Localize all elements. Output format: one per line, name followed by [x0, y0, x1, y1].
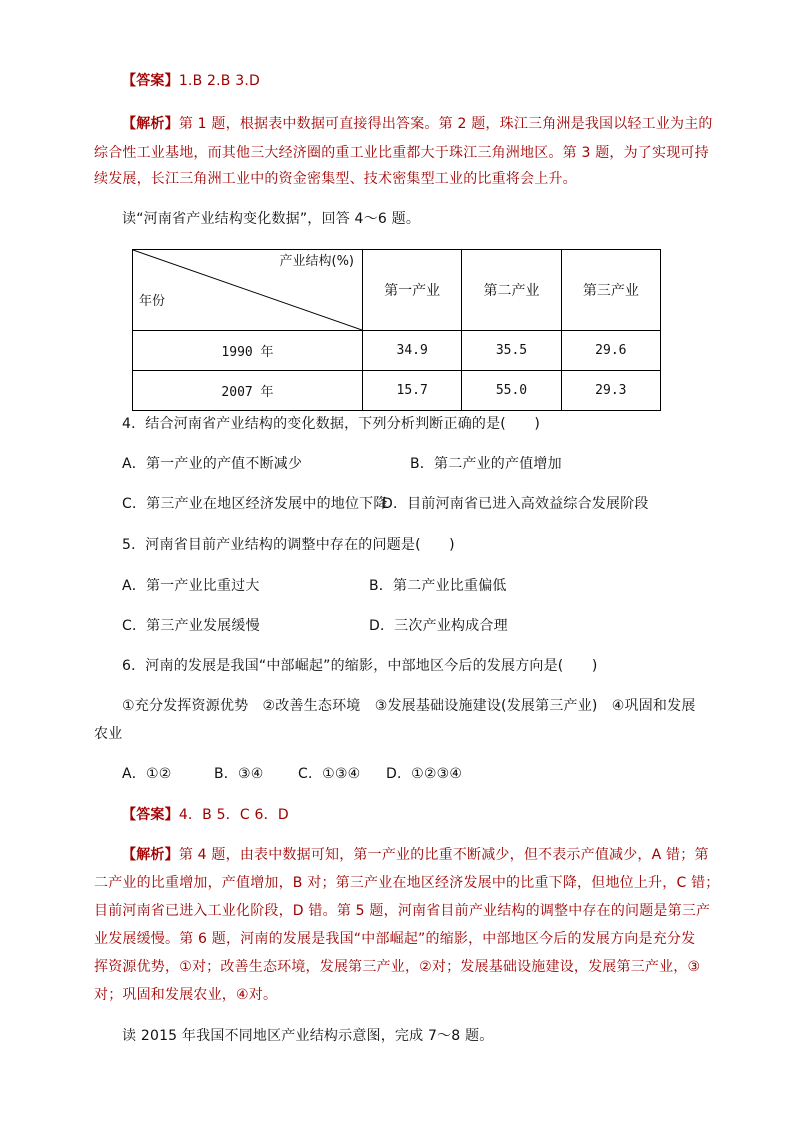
- q6-items-line-1: ①充分发挥资源优势 ②改善生态环境 ③发展基础设施建设(发展第三产业) ④巩固和发展: [122, 698, 696, 714]
- question-5-stem: 5．河南省目前产业结构的调整中存在的问题是( ): [122, 537, 455, 553]
- table-cell: 34.9: [363, 331, 462, 371]
- answer-tag: 【答案】: [122, 73, 179, 89]
- q6-option-a: A．①②: [122, 766, 172, 782]
- analysis-2-line-5: 挥资源优势，①对；改善生态环境，发展第三产业，②对；发展基础设施建设，发展第三产业，③: [94, 959, 701, 975]
- question-4-stem: 4．结合河南省产业结构的变化数据，下列分析判断正确的是( ): [122, 416, 541, 432]
- q6-option-b: B．③④: [214, 766, 264, 782]
- question-intro-7-8: 读 2015 年我国不同地区产业结构示意图，完成 7～8 题。: [122, 1028, 494, 1044]
- column-header-primary: 第一产业: [363, 250, 462, 331]
- q5-option-c: C．第三产业发展缓慢: [122, 618, 260, 634]
- table-cell: 35.5: [462, 331, 561, 371]
- table-row: [133, 331, 661, 371]
- analysis-2-line-1: [122, 846, 709, 864]
- q4-option-a: A．第一产业的产值不断减少: [122, 456, 303, 472]
- question-intro-4-6: 读“河南省产业结构变化数据”，回答 4～6 题。: [122, 211, 421, 227]
- answer-text: 1.B 2.B 3.D: [178, 73, 260, 89]
- table-cell: 29.6: [561, 331, 660, 371]
- header-year: 年份: [139, 294, 166, 309]
- q4-option-d: D．目前河南省已进入高效益综合发展阶段: [382, 496, 649, 512]
- question-6-stem: 6．河南的发展是我国“中部崛起”的缩影，中部地区今后的发展方向是( ): [122, 658, 598, 674]
- q6-option-d: D．①②③④: [386, 766, 463, 782]
- analysis-2-line-3: 目前河南省已进入工业化阶段，D 错。第 5 题，河南省目前产业结构的调整中存在的问题是第三产: [94, 903, 711, 919]
- header-industry-structure: 产业结构(%): [279, 254, 354, 269]
- analysis-text: 第 4 题，由表中数据可知，第一产业的比重不断减少，但不表示产值减少，A 错；第: [178, 847, 709, 863]
- q4-option-b: B．第二产业的产值增加: [410, 456, 562, 472]
- q5-option-b: B．第二产业比重偏低: [369, 578, 507, 594]
- analysis-tag: 【解析】: [122, 847, 179, 863]
- answer-block-2: [122, 806, 289, 824]
- analysis-1-line-3: 续发展，长江三角洲工业中的资金密集型、技术密集型工业的比重将会上升。: [94, 171, 577, 187]
- analysis-1-line-1: [122, 115, 713, 133]
- analysis-1-line-2: 综合性工业基地，而其他三大经济圈的重工业比重都大于珠江三角洲地区。第 3 题，为了实现可持: [94, 145, 709, 161]
- q6-option-c: C．①③④: [298, 766, 361, 782]
- analysis-tag: 【解析】: [122, 116, 179, 132]
- analysis-2-line-2: 二产业的比重增加，产值增加，B 对；第三产业在地区经济发展中的比重下降，但地位上升，C 错；: [94, 875, 720, 891]
- q6-items-line-2: 农业: [94, 726, 123, 742]
- answer-block-1: [122, 72, 260, 90]
- answer-text: 4．B 5．C 6．D: [178, 807, 289, 823]
- q5-option-d: D．三次产业构成合理: [369, 618, 508, 634]
- answer-tag: 【答案】: [122, 807, 179, 823]
- analysis-2-line-4: 业发展缓慢。第 6 题，河南的发展是我国“中部崛起”的缩影，中部地区今后的发展方向是充分发: [94, 931, 696, 947]
- industry-structure-table: [132, 249, 661, 411]
- row-year: 2007 年: [133, 371, 363, 411]
- q5-option-a: A．第一产业比重过大: [122, 578, 260, 594]
- row-year: 1990 年: [133, 331, 363, 371]
- table-diagonal-header: [133, 250, 363, 331]
- analysis-text: 第 1 题，根据表中数据可直接得出答案。第 2 题，珠江三角洲是我国以轻工业为主的: [178, 116, 713, 132]
- table-cell: 55.0: [462, 371, 561, 411]
- analysis-2-line-6: 对；巩固和发展农业，④对。: [94, 987, 278, 1003]
- column-header-tertiary: 第三产业: [561, 250, 660, 331]
- table-cell: 29.3: [561, 371, 660, 411]
- table-row: [133, 371, 661, 411]
- q4-option-c: C．第三产业在地区经济发展中的地位下降: [122, 496, 388, 512]
- column-header-secondary: 第二产业: [462, 250, 561, 331]
- table-cell: 15.7: [363, 371, 462, 411]
